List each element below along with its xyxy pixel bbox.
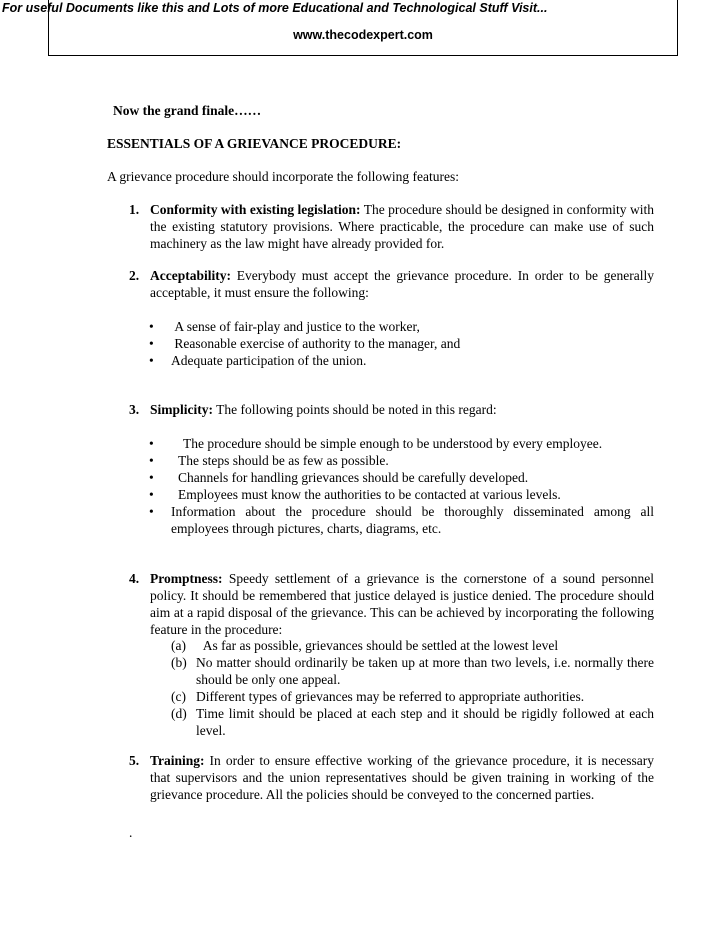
item-title: Training: xyxy=(150,753,205,768)
header-promo-text: For useful Documents like this and Lots of more Educational and Technological Stuff Visit... xyxy=(2,1,548,15)
simplicity-bullet-list xyxy=(149,435,654,537)
list-item: • Adequate participation of the union. xyxy=(149,353,367,368)
list-item: • The procedure should be simple enough to be understood by every employee. xyxy=(149,436,603,451)
lead-text: A grievance procedure should incorporate the following features: xyxy=(107,169,459,184)
item-text: In order to ensure effective working of the grievance procedure, it is necessary that supervisors and the union representatives should be given training in working of the grievance procedure. All the policies should be conveyed to the concerned parties. xyxy=(150,753,654,802)
list-item: • Information about the procedure should be thoroughly disseminated among all employees through pictures, charts, diagrams, etc. xyxy=(149,504,654,536)
item-body xyxy=(150,267,654,301)
list-item: • Employees must know the authorities to be contacted at various levels. xyxy=(149,487,561,502)
item-body xyxy=(150,570,654,638)
header-banner xyxy=(2,0,678,56)
bullet-icon: • xyxy=(149,453,154,468)
item-number: 5. xyxy=(129,753,140,768)
intro-heading: Now the grand finale…… xyxy=(113,103,262,118)
item-body xyxy=(150,201,654,252)
list-item: • A sense of fair-play and justice to the worker, xyxy=(149,319,420,334)
bullet-icon: • xyxy=(149,470,154,485)
bullet-icon: • xyxy=(149,504,154,519)
point-marker: (c) xyxy=(171,689,186,704)
list-item: (d) Time limit should be placed at each step and it should be rigidly followed at each level. xyxy=(171,706,654,738)
item-title: Acceptability: xyxy=(150,268,231,283)
point-marker: (d) xyxy=(171,706,187,721)
bullet-icon: • xyxy=(149,353,154,368)
section-title: ESSENTIALS OF A GRIEVANCE PROCEDURE: xyxy=(107,136,402,151)
feature-item-training xyxy=(129,752,654,803)
feature-item-promptness xyxy=(129,570,654,638)
item-number: 4. xyxy=(129,571,140,586)
point-marker: (a) xyxy=(171,638,186,653)
promptness-point-list xyxy=(171,637,654,739)
feature-item-simplicity xyxy=(129,401,654,418)
list-item: (c) Different types of grievances may be referred to appropriate authorities. xyxy=(171,689,585,704)
bullet-icon: • xyxy=(149,319,154,334)
item-text: Speedy settlement of a grievance is the cornerstone of a sound personnel policy. It should be remembered that justice delayed is justice denied. The procedure should aim at a rapid disposal of the grievance. This can be achieved by incorporating the following feature in the procedure: xyxy=(150,571,654,637)
item-title: Conformity with existing legislation: xyxy=(150,202,361,217)
bullet-icon: • xyxy=(149,436,154,451)
feature-item-conformity xyxy=(129,201,654,252)
list-item: • The steps should be as few as possible. xyxy=(149,453,389,468)
item-title: Promptness: xyxy=(150,571,223,586)
header-website-link[interactable]: www.thecodexpert.com xyxy=(293,28,433,42)
feature-item-acceptability xyxy=(129,267,654,301)
bullet-icon: • xyxy=(149,487,154,502)
list-item: (a) As far as possible, grievances should be settled at the lowest level xyxy=(171,638,559,653)
bullet-icon: • xyxy=(149,336,154,351)
item-title: Simplicity: xyxy=(150,402,213,417)
item-number: 1. xyxy=(129,202,140,217)
trailing-mark: . xyxy=(129,825,133,840)
list-item: (b) No matter should ordinarily be taken up at more than two levels, i.e. normally there should be only one appeal. xyxy=(171,655,654,687)
item-body xyxy=(150,401,654,418)
item-number: 2. xyxy=(129,268,140,283)
item-body xyxy=(150,752,654,803)
point-marker: (b) xyxy=(171,655,187,670)
list-item: • Channels for handling grievances should be carefully developed. xyxy=(149,470,529,485)
acceptability-bullet-list xyxy=(149,318,654,369)
item-number: 3. xyxy=(129,402,140,417)
item-text: Everybody must accept the grievance procedure. In order to be generally acceptable, it must ensure the following: xyxy=(150,268,654,300)
item-text: The following points should be noted in this regard: xyxy=(213,402,497,417)
item-text: The procedure should be designed in conformity with the existing statutory provisions. Where practicable, the procedure can make use of such machinery as the law might have already provided for. xyxy=(150,202,654,251)
list-item: • Reasonable exercise of authority to the manager, and xyxy=(149,336,461,351)
